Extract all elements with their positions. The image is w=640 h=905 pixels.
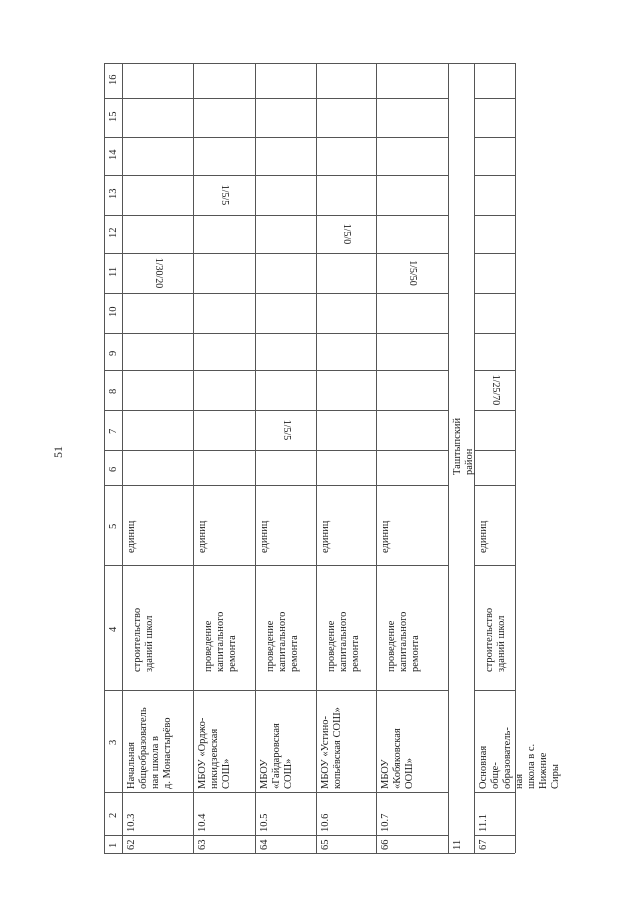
column-number: 14 <box>108 149 119 160</box>
cell-value: 1/5/50 <box>407 260 418 286</box>
column-divider <box>104 853 515 854</box>
column-divider <box>474 98 515 99</box>
cell-value: 1/5/0 <box>341 223 352 245</box>
row-divider <box>193 63 194 853</box>
column-divider <box>104 565 448 566</box>
work-type: проведение капитального ремонта <box>265 611 300 672</box>
column-divider <box>474 485 515 486</box>
column-number: 6 <box>108 466 119 472</box>
row-number: 66 <box>380 839 391 850</box>
row-divider <box>376 63 377 853</box>
rotated-table <box>104 63 561 853</box>
column-divider <box>104 293 448 294</box>
column-divider <box>104 137 448 138</box>
column-divider <box>104 690 448 691</box>
column-divider <box>474 690 515 691</box>
column-divider <box>474 565 515 566</box>
column-divider <box>474 410 515 411</box>
column-divider <box>474 137 515 138</box>
column-number: 5 <box>108 523 119 529</box>
section-code: 11 <box>452 839 463 850</box>
object-name: МБОУ «Гайдаровская СОШ» <box>259 723 294 789</box>
work-type: строительство зданий школ <box>484 607 507 672</box>
column-number: 12 <box>108 227 119 238</box>
row-number: 65 <box>320 839 331 850</box>
unit: единиц <box>380 520 391 553</box>
row-number: 62 <box>126 839 137 850</box>
column-divider <box>104 253 448 254</box>
column-divider <box>474 792 515 793</box>
unit: единиц <box>197 520 208 553</box>
row-code: 11.1 <box>478 814 489 832</box>
column-divider <box>104 333 448 334</box>
column-divider <box>474 835 515 836</box>
unit: единиц <box>320 520 331 553</box>
column-number: 15 <box>108 111 119 122</box>
row-divider <box>255 63 256 853</box>
object-name: МБОУ «Кобяковская ООШ» <box>380 728 415 789</box>
column-divider <box>474 293 515 294</box>
row-divider <box>122 63 123 853</box>
column-number: 8 <box>108 388 119 394</box>
work-type: проведение капитального ремонта <box>203 611 238 672</box>
section-title: Таштыпский район <box>452 417 475 475</box>
row-code: 10.4 <box>197 813 208 832</box>
cell-value: 1/25/70 <box>489 374 501 406</box>
column-divider <box>104 792 448 793</box>
row-divider <box>316 63 317 853</box>
row-code: 10.5 <box>259 813 270 832</box>
column-divider <box>104 98 448 99</box>
cell-value: 1/5/5 <box>219 184 230 206</box>
row-code: 10.3 <box>126 813 137 832</box>
object-name: Начальная общеобразователь ная школа в д. Монастырёво <box>126 707 173 789</box>
column-number: 1 <box>108 842 119 848</box>
object-name: Основная обще- образователь- ная школа в с. Нижние Сиры <box>478 727 561 789</box>
column-divider <box>104 63 515 64</box>
row-code: 10.7 <box>380 813 391 832</box>
object-name: МБОУ «Устино- копьёвская СОШ» <box>320 707 343 789</box>
cell-value: 1/30/20 <box>152 257 164 289</box>
column-number: 13 <box>108 188 119 199</box>
work-type: проведение капитального ремонта <box>386 611 421 672</box>
column-number: 3 <box>108 739 119 745</box>
unit: единиц <box>126 520 137 553</box>
object-name: МБОУ «Орджо- никидзевская СОШ» <box>197 717 232 789</box>
column-number: 10 <box>108 306 119 317</box>
column-number: 9 <box>108 350 119 356</box>
row-number: 67 <box>478 839 489 850</box>
row-divider <box>104 63 105 853</box>
column-divider <box>104 215 448 216</box>
column-divider <box>104 175 448 176</box>
unit: единиц <box>478 520 489 553</box>
column-divider <box>474 253 515 254</box>
column-divider <box>104 835 448 836</box>
column-number: 2 <box>108 812 119 818</box>
page-number: 51 <box>51 446 65 458</box>
column-divider <box>104 370 448 371</box>
row-divider <box>448 63 449 853</box>
column-divider <box>474 333 515 334</box>
column-number: 16 <box>108 74 119 85</box>
row-number: 64 <box>259 839 270 850</box>
work-type: строительство зданий школ <box>132 607 155 672</box>
cell-value: 1/5/5 <box>280 419 292 441</box>
column-number: 11 <box>108 266 119 277</box>
column-divider <box>104 410 448 411</box>
column-divider <box>104 450 448 451</box>
column-divider <box>474 450 515 451</box>
column-divider <box>104 485 448 486</box>
column-divider <box>474 215 515 216</box>
work-type: проведение капитального ремонта <box>326 611 361 672</box>
column-divider <box>474 175 515 176</box>
unit: единиц <box>259 520 270 553</box>
row-code: 10.6 <box>320 813 331 832</box>
column-number: 7 <box>108 428 119 434</box>
column-divider <box>474 370 515 371</box>
column-number: 4 <box>108 626 119 632</box>
row-number: 63 <box>197 839 208 850</box>
